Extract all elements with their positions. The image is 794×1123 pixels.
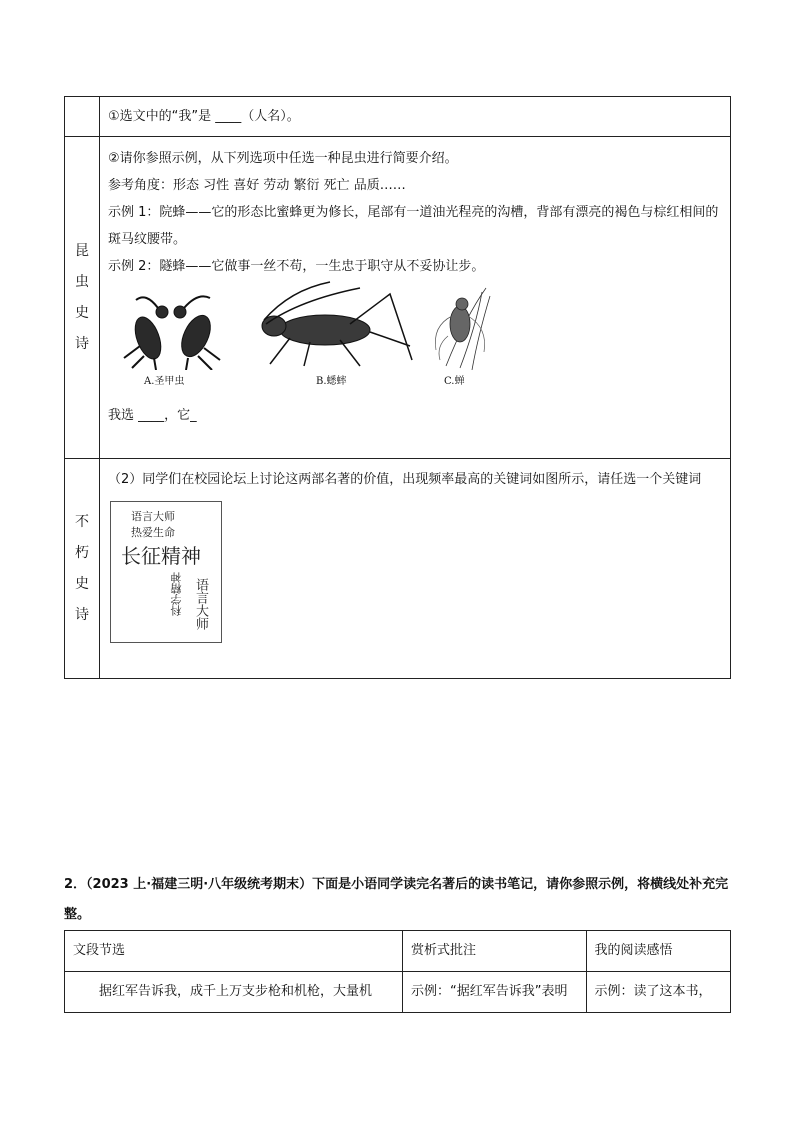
side-label-insect <box>65 137 100 459</box>
question-text: 下面是小语同学读完名著后的读书笔记，请你参照示例，将横线处补充完整。 <box>64 877 729 922</box>
question-2 <box>64 870 732 930</box>
cloud-word-4: 科学精神 <box>170 572 183 616</box>
side-char: 诗 <box>75 335 89 352</box>
empty-side-cell <box>65 97 100 137</box>
side-label-immortal <box>65 459 100 679</box>
cloud-word-5: 语言大师 <box>193 578 208 630</box>
cloud-word-3: 长征精神 <box>121 544 201 568</box>
side-char: 昆 <box>75 242 89 259</box>
caption-a: A.圣甲虫 <box>144 376 185 387</box>
insect-question-cell <box>100 137 731 459</box>
word-cloud <box>110 501 222 643</box>
header-reflection: 我的阅读感悟 <box>586 931 730 972</box>
excerpt-cell <box>65 972 403 1013</box>
upper-table <box>64 96 731 679</box>
q1-cell <box>100 97 731 137</box>
annotation-text: 示例：“据红军告诉我”表明 <box>411 984 568 999</box>
header-excerpt: 文段节选 <box>65 931 403 972</box>
reflection-cell <box>586 972 730 1013</box>
header-annotation: 赏析式批注 <box>403 931 587 972</box>
question-source: （2023 上·福建三明·八年级统考期末） <box>86 877 313 892</box>
side-char: 虫 <box>75 273 89 290</box>
beetle-image <box>118 288 228 370</box>
excerpt-text: 据红军告诉我，成千上万支步枪和机枪，大量机 <box>99 984 373 999</box>
keyword-prompt: （2）同学们在校园论坛上讨论这两部名著的价值，出现频率最高的关键词如图所示，请任选一个关键词 <box>108 472 702 487</box>
cloud-word-1: 语言大师 <box>131 510 175 523</box>
example-2: 示例 2：隧蜂——它做事一丝不苟，一生忠于职守从不妥协让步。 <box>108 259 485 274</box>
side-char: 朽 <box>75 544 89 561</box>
side-char: 诗 <box>75 606 89 623</box>
keyword-question-cell <box>100 459 731 679</box>
cricket-image <box>230 280 420 370</box>
q2-instruction: ②请你参照示例，从下列选项中任选一种昆虫进行简要介绍。 <box>108 151 458 166</box>
side-char: 不 <box>75 513 89 530</box>
caption-b: B.蟋蟀 <box>316 376 347 387</box>
example-1: 示例 1：院蜂——它的形态比蜜蜂更为修长，尾部有一道油光程亮的沟槽，背部有漂亮的褐色与棕红相间的斑马纹腰带。 <box>108 205 719 247</box>
annotation-cell <box>403 972 587 1013</box>
side-char: 史 <box>75 304 89 321</box>
reading-notes-table <box>64 930 731 1013</box>
reference-angles: 参考角度：形态 习性 喜好 劳动 繁衍 死亡 品质…… <box>108 178 406 193</box>
answer-line: 我选 ____，它_ <box>108 408 197 423</box>
reflection-text: 示例：读了这本书， <box>594 984 712 999</box>
question-number: 2． <box>64 877 87 892</box>
side-char: 史 <box>75 575 89 592</box>
cloud-word-2: 热爱生命 <box>131 526 175 539</box>
insect-figures <box>108 280 730 390</box>
cicada-image <box>426 286 500 370</box>
q1-text: ①选文中的“我”是 ____（人名）。 <box>108 109 300 124</box>
caption-c: C.蝉 <box>444 376 465 387</box>
